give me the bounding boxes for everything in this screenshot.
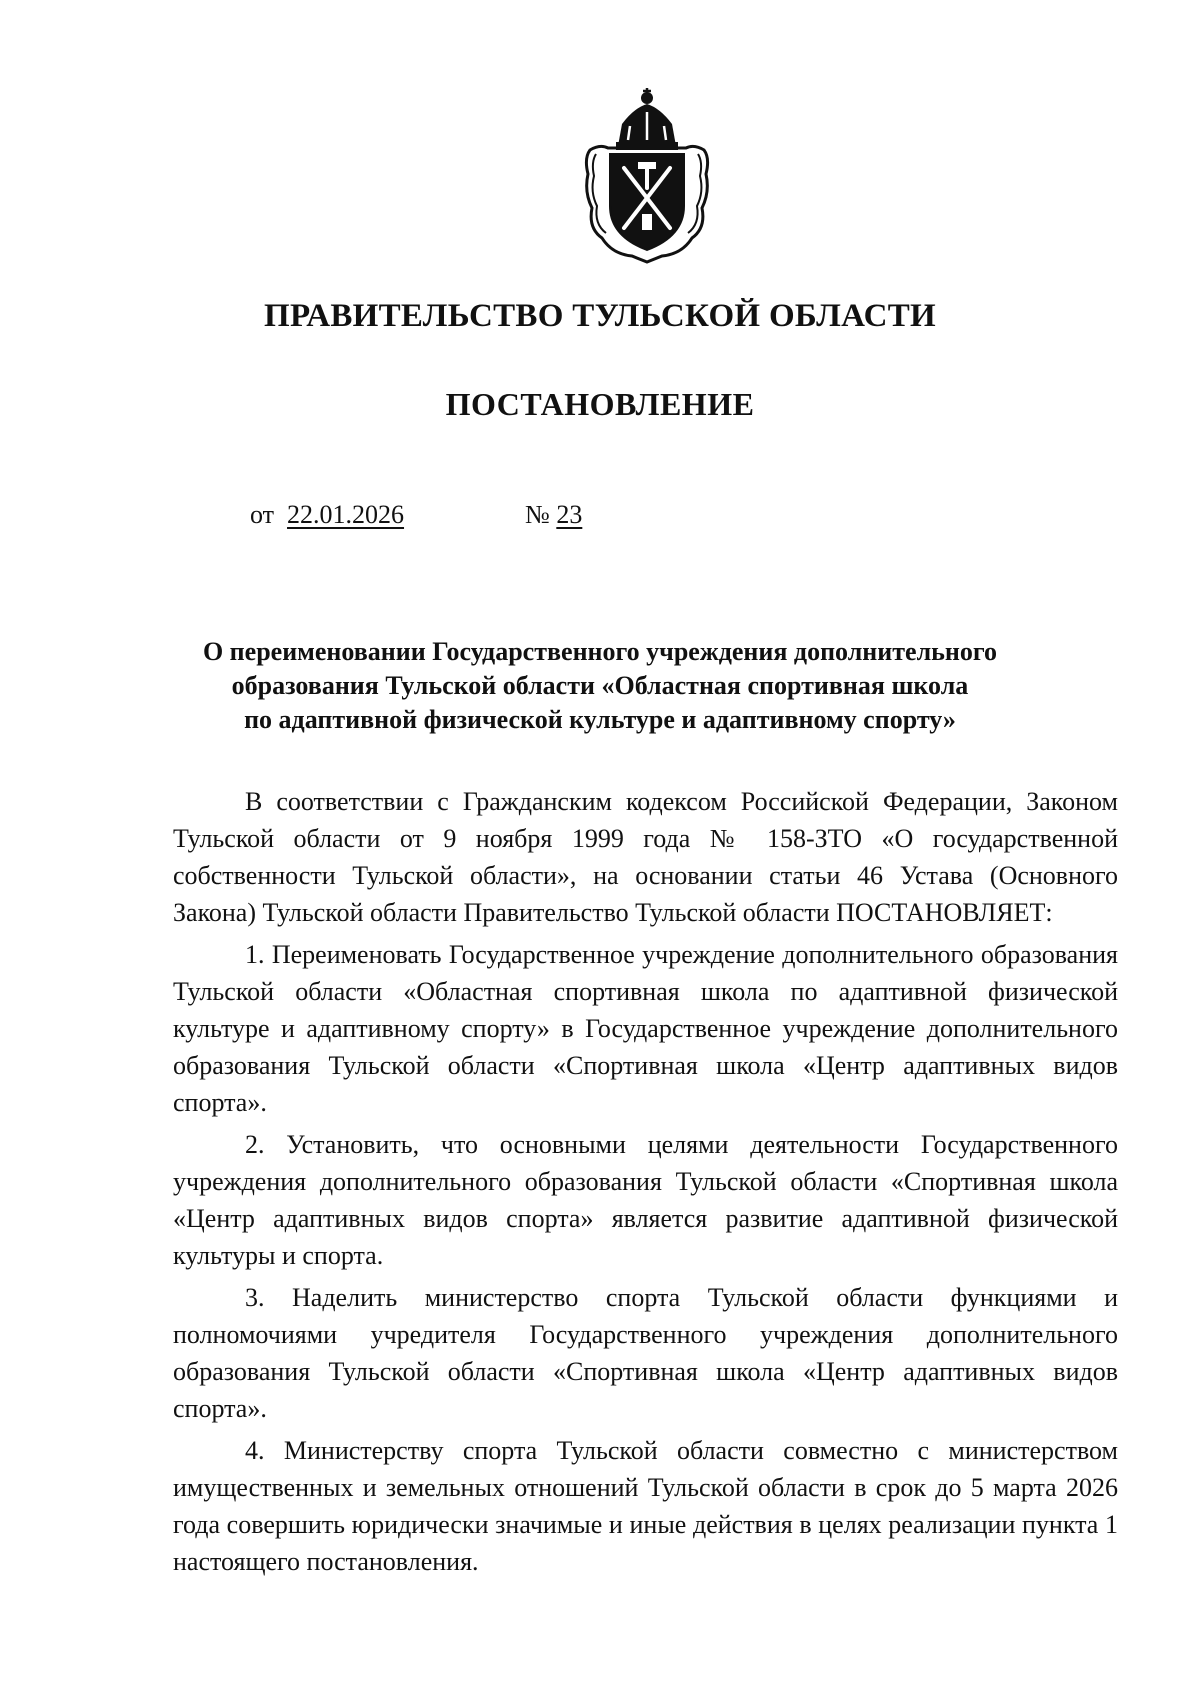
document-number (525, 500, 582, 530)
tula-region-coat-of-arms-icon (582, 88, 712, 264)
subject-line-1: О переименовании Государственного учреждения дополнительного (202, 637, 998, 666)
document-type-title: ПОСТАНОВЛЕНИЕ (445, 386, 755, 422)
government-title: ПРАВИТЕЛЬСТВО ТУЛЬСКОЙ ОБЛАСТИ (264, 298, 936, 334)
item-4-paragraph: 4. Министерству спорта Тульской области совместно с министерством имущественных и земельных отношений Тульской области в срок до 5 марта 2026 года совершить юридически значимые и иные действия в целях реализации пункта 1 настоящего постановления. (173, 1436, 1118, 1576)
date-prefix: от (250, 500, 275, 529)
number-prefix: № (525, 500, 550, 529)
number-value: 23 (556, 500, 583, 529)
item-3-paragraph: 3. Наделить министерство спорта Тульской области функциями и полномочиями учредителя Государственного учреждения дополнительного образования Тульской области «Спортивная школа «Центр адаптивных видов спорта». (173, 1283, 1118, 1423)
item-1-paragraph: 1. Переименовать Государственное учреждение дополнительного образования Тульской области «Областная спортивная школа по адаптивной физической культуре и адаптивному спорту» в Государственное учреждение дополнительного образования Тульской области «Спортивная школа «Центр адаптивных видов спорта». (173, 940, 1118, 1117)
document-date (250, 500, 404, 530)
subject-line-2: образования Тульской области «Областная спортивная школа (231, 670, 969, 700)
date-value: 22.01.2026 (287, 500, 405, 529)
preamble-paragraph: В соответствии с Гражданским кодексом Российской Федерации, Законом Тульской области от 9 ноября 1999 года № 158-ЗТО «О государственной собственности Тульской области», на основании статьи 46 Устава (Основного Закона) Тульской области Правительство Тульской области ПОСТАНОВЛЯЕТ: (173, 787, 1118, 927)
document-subject (150, 635, 1050, 736)
subject-line-3: по адаптивной физической культуре и адаптивному спорту» (244, 704, 956, 734)
item-2-paragraph: 2. Установить, что основными целями деятельности Государственного учреждения дополнительного образования Тульской области «Спортивная школа «Центр адаптивных видов спорта» является развитие адаптивной физической культуры и спорта. (173, 1130, 1118, 1270)
document-body (173, 783, 1118, 1580)
